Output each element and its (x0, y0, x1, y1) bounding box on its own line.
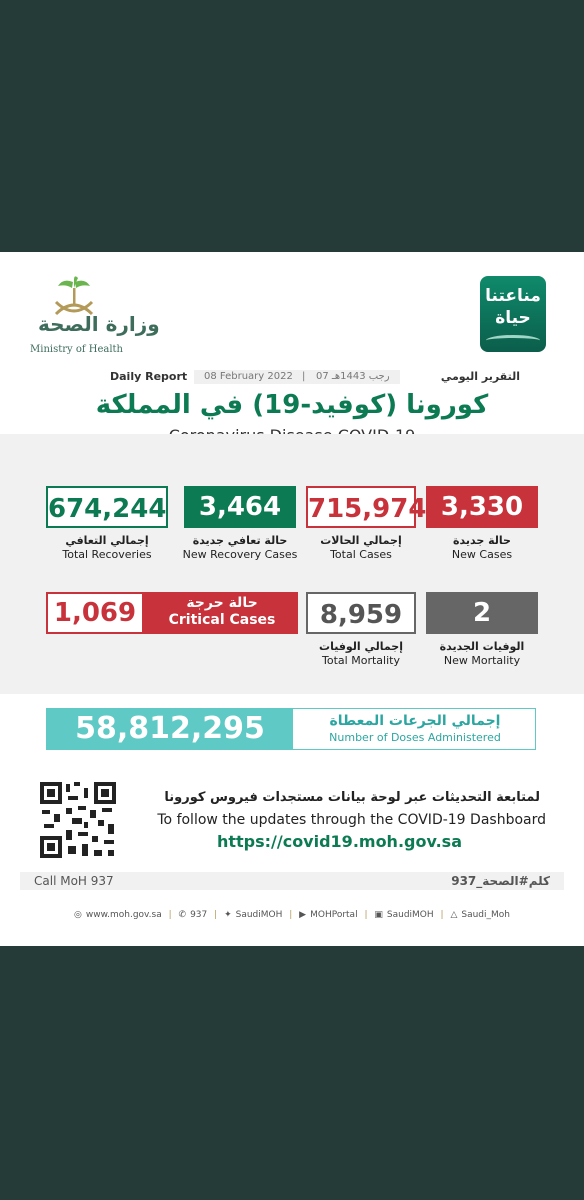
total-mortality-label-ar: إجمالي الوفيات (319, 640, 403, 653)
total-recoveries-label-ar: إجمالي التعافي (65, 534, 149, 547)
total-cases-value: 715,974 (306, 486, 416, 528)
critical-cases-label-en: Critical Cases (168, 612, 276, 628)
new-mortality-label (426, 640, 538, 668)
separator: | (168, 910, 172, 920)
critical-cases-value: 1,069 (48, 594, 142, 632)
new-mortality-value: 2 (426, 592, 538, 634)
total-cases-label (306, 534, 416, 562)
qr-code-icon[interactable] (38, 780, 118, 860)
new-recovery-label-ar: حالة تعافي جديدة (192, 534, 288, 547)
call-moh-hashtag: كلم#الصحة_937 (451, 874, 550, 888)
moh-name-english: Ministry of Health (30, 344, 123, 355)
campaign-logo-line2: حياة (495, 308, 531, 328)
new-cases-label (426, 534, 538, 562)
date-gregorian: 08 February 2022 (204, 371, 293, 382)
new-mortality-label-en: New Mortality (443, 654, 521, 667)
separator: | (440, 910, 444, 920)
date-separator: | (302, 371, 306, 382)
critical-cases-label-ar: حالة حرجة (186, 595, 258, 611)
call-moh-text: Call MoH 937 (34, 874, 114, 888)
total-recoveries-value: 674,244 (46, 486, 168, 528)
report-line (110, 370, 520, 386)
date-hijri: 07 رجب 1443هـ (316, 371, 390, 382)
campaign-logo (480, 276, 546, 352)
report-card (0, 252, 584, 946)
total-cases-label-en: Total Cases (330, 548, 392, 561)
follow-text: To follow the updates through the COVID-19 Dashboard (157, 812, 546, 828)
follow-text-arabic: لمتابعة التحديثات عبر لوحة بيانات مستجدات فيروس كورونا (164, 790, 540, 805)
total-mortality-label (306, 640, 416, 668)
total-recoveries-label (46, 534, 168, 562)
twitter-link[interactable]: SaudiMOH (235, 910, 283, 920)
snapchat-link[interactable]: Saudi_Moh (461, 910, 510, 920)
new-recovery-value: 3,464 (184, 486, 296, 528)
dashboard-link[interactable]: https://covid19.moh.gov.sa (216, 832, 462, 851)
twitter-icon: ✦ (224, 910, 232, 920)
instagram-link[interactable]: SaudiMOH (386, 910, 434, 920)
wave-icon (486, 335, 540, 346)
phone-link[interactable]: 937 (190, 910, 208, 920)
daily-report-label: Daily Report (110, 370, 188, 383)
doses-label-ar: إجمالي الجرعات المعطاة (329, 713, 501, 729)
separator: | (289, 910, 293, 920)
doses-value: 58,812,295 (47, 709, 293, 749)
doses-label-en: Number of Doses Administered (329, 731, 501, 744)
moh-name-arabic: وزارة الصحة (38, 312, 160, 336)
critical-cases-label (146, 595, 298, 629)
stats-panel (0, 434, 584, 694)
total-mortality-value: 8,959 (306, 592, 416, 634)
report-date (194, 370, 400, 384)
separator: | (214, 910, 218, 920)
phone-icon: ✆ (178, 910, 187, 920)
youtube-link[interactable]: MOHPortal (310, 910, 358, 920)
new-recovery-label (176, 534, 304, 562)
total-recoveries-label-en: Total Recoveries (62, 548, 152, 561)
globe-icon: ◎ (74, 910, 82, 920)
daily-report-label-ar: التقرير اليومي (440, 370, 520, 383)
new-cases-label-en: New Cases (451, 548, 513, 561)
new-cases-label-ar: حالة جديدة (453, 534, 511, 547)
instagram-icon: ▣ (374, 910, 383, 920)
campaign-logo-line1: مناعتنا (485, 286, 541, 306)
youtube-icon: ▶ (299, 910, 307, 920)
new-recovery-label-en: New Recovery Cases (182, 548, 298, 561)
doses-box (46, 708, 536, 750)
total-cases-label-ar: إجمالي الحالات (320, 534, 402, 547)
call-bar (20, 872, 564, 890)
social-links (0, 910, 584, 920)
website-link[interactable]: www.moh.gov.sa (85, 910, 162, 920)
snapchat-icon: △ (450, 910, 458, 920)
separator: | (364, 910, 368, 920)
new-cases-value: 3,330 (426, 486, 538, 528)
page-title-arabic: كورونا (كوفيد-19) في المملكة (95, 390, 489, 420)
new-mortality-label-ar: الوفيات الجديدة (439, 640, 525, 653)
critical-cases-box (46, 592, 298, 634)
total-mortality-label-en: Total Mortality (322, 654, 400, 667)
